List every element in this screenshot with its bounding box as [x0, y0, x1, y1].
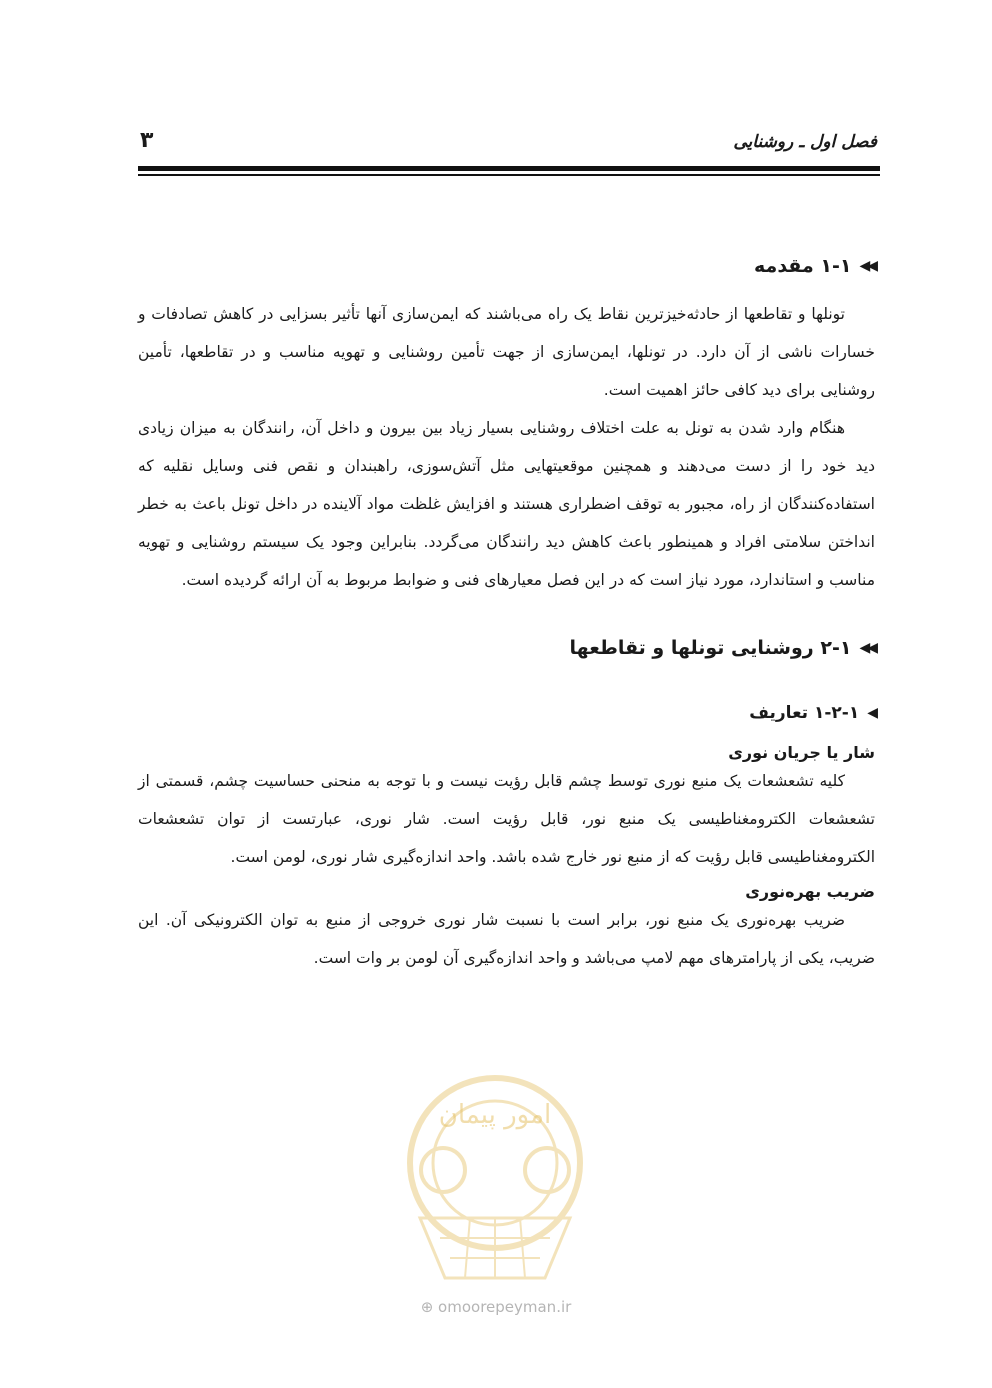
single-arrow-icon: ◀ [867, 705, 875, 721]
double-arrow-icon: ◀◀ [859, 258, 875, 274]
section-heading-lighting: ◀◀ ۲-۱ روشنایی تونلها و تقاطعها [569, 637, 875, 659]
double-arrow-icon: ◀◀ [859, 640, 875, 656]
intro-paragraph-1: تونلها و تقاطعها از حادثه‌خیزترین نقاط یک راه می‌باشند که ایمن‌سازی آنها تأثیر بسزایی در کاهش تصادفات و خسارات ناشی از آن دارد. در تونلها، ایمن‌سازی از جهت تأمین روشنایی و تهویه مناسب و در تقاطعها، تأمین روشنایی برای دید کافی حائز اهمیت است. [138, 305, 875, 399]
section-heading-intro: ◀◀ ۱-۱ مقدمه [754, 255, 875, 277]
header-rule-thin [138, 174, 880, 176]
flux-paragraph: کلیه تشعشعات یک منبع نوری توسط چشم قابل رؤیت نیست و با توجه به منحنی حساسیت چشم، قسمتی از تشعشعات الکترومغناطیسی یک منبع نور، قابل رؤیت است. شار نوری، عبارتست از توان تشعشعات الکترومغناطیسی قابل رؤیت که از منبع نور خارج شده باشد. واحد اندازه‌گیری شار نوری، لومن است. [138, 772, 875, 866]
term-luminous-efficacy: ضریب بهره‌نوری [745, 882, 875, 901]
term-luminous-flux: شار یا جریان نوری [728, 743, 875, 762]
main-content [138, 255, 875, 977]
subsection-heading-definitions: ◀ ۱-۲-۱ تعاریف [749, 703, 875, 723]
watermark-logo [395, 1068, 595, 1298]
efficacy-paragraph: ضریب بهره‌نوری یک منبع نور، برابر است با نسبت شار نوری خروجی از منبع به توان الکترونیکی آن. این ضریب، یکی از پارامترهای مهم لامپ می‌باشد و واحد اندازه‌گیری آن لومن بر وات است. [138, 911, 875, 967]
globe-icon: ⊕ [420, 1298, 434, 1316]
page-number: ۳ [140, 128, 154, 153]
chapter-title: فصل اول ـ روشنایی [733, 132, 877, 152]
watermark-logo-text: امور پیمان [438, 1100, 552, 1130]
watermark-site: ⊕ omoorepeyman.ir [420, 1298, 572, 1316]
intro-paragraph-2: هنگام وارد شدن به تونل به علت اختلاف روشنایی بسیار زیاد بین بیرون و داخل آن، رانندگان به میزان زیادی دید خود را از دست می‌دهند و همچنین موقعیتهایی مثل آتش‌سوزی، راهبندان و نقص فنی وسایل نقلیه که استفاده‌کنندگان از راه، مجبور به توقف اضطراری هستند و افزایش غلظت مواد آلاینده در داخل تونل باعث به خطر انداختن سلامتی افراد و همینطور باعث کاهش دید رانندگان می‌گردد. بنابراین وجود یک سیستم روشنایی و تهویه مناسب و استاندارد، مورد نیاز است که در این فصل معیارهای فنی و ضوابط مربوط به آن ارائه گردیده است. [138, 419, 875, 589]
header-rule-thick [138, 166, 880, 171]
